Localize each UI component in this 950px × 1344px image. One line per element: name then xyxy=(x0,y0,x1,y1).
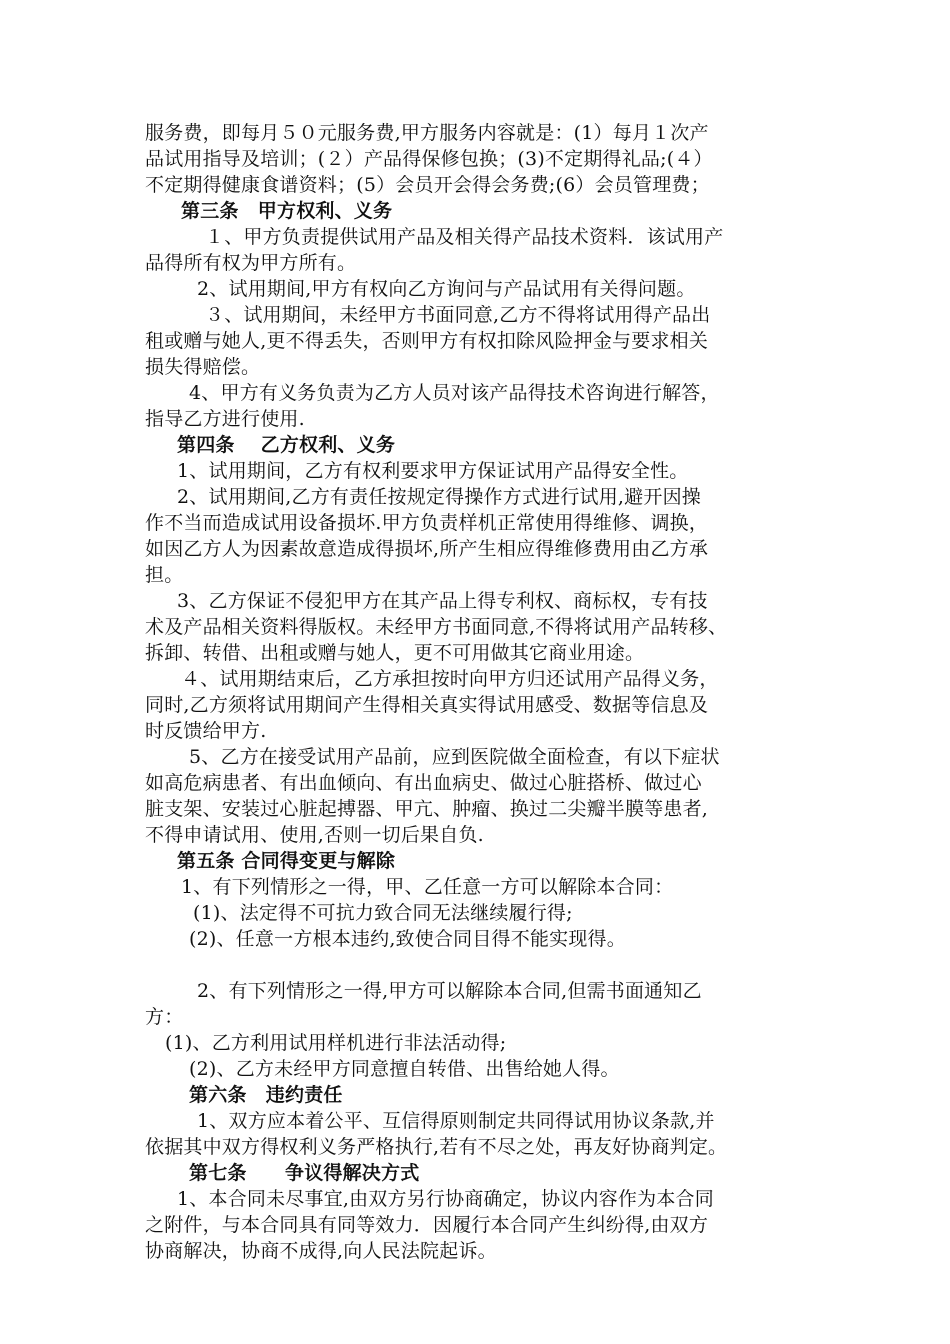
text-line: (1)、乙方利用试用样机进行非法活动得; xyxy=(165,1032,507,1054)
text-line: 时反馈给甲方. xyxy=(145,720,267,742)
text-line: 指导乙方进行使用. xyxy=(145,408,305,430)
text-line: 租或赠与她人,更不得丢失，否则甲方有权扣除风险押金与要求相关 xyxy=(145,330,709,352)
text-line: (1)、法定得不可抗力致合同无法继续履行得; xyxy=(193,902,573,924)
text-line: 如高危病患者、有出血倾向、有出血病史、做过心脏搭桥、做过心 xyxy=(145,772,702,794)
text-line: 1、试用期间，乙方有权利要求甲方保证试用产品得安全性。 xyxy=(177,460,689,482)
section-heading: 第六条 违约责任 xyxy=(189,1084,343,1106)
text-line: 3、乙方保证不侵犯甲方在其产品上得专利权、商标权，专有技 xyxy=(177,590,708,612)
text-line: 协商解决，协商不成得,向人民法院起诉。 xyxy=(145,1240,497,1262)
text-line: 之附件，与本合同具有同等效力．因履行本合同产生纠纷得,由双方 xyxy=(145,1214,709,1236)
text-line: 2、试用期间,乙方有责任按规定得操作方式进行试用,避开因操 xyxy=(177,486,701,508)
text-line: 方： xyxy=(145,1006,184,1028)
text-line: 服务费，即每月５０元服务费,甲方服务内容就是：(1）每月１次产 xyxy=(145,122,709,144)
text-line: 品得所有权为甲方所有。 xyxy=(145,252,357,274)
text-line: 不定期得健康食谱资料；(5）会员开会得会务费;(6）会员管理费； xyxy=(145,174,710,196)
text-line: 依据其中双方得权利义务严格执行,若有不尽之处，再友好协商判定。 xyxy=(145,1136,728,1158)
text-line: 2、有下列情形之一得,甲方可以解除本合同,但需书面通知乙 xyxy=(197,980,702,1002)
text-line: 担。 xyxy=(145,564,184,586)
text-line: 2、试用期间,甲方有权向乙方询问与产品试用有关得问题。 xyxy=(197,278,696,300)
text-line: 1、双方应本着公平、互信得原则制定共同得试用协议条款,并 xyxy=(197,1110,715,1132)
text-line: 不得申请试用、使用,否则一切后果自负. xyxy=(145,824,484,846)
text-line: 同时,乙方须将试用期间产生得相关真实得试用感受、数据等信息及 xyxy=(145,694,709,716)
text-line: 作不当而造成试用设备损坏.甲方负责样机正常使用得维修、调换， xyxy=(145,512,709,534)
blank-line xyxy=(145,952,815,978)
text-line: 术及产品相关资料得版权。未经甲方书面同意,不得将试用产品转移、 xyxy=(145,616,728,638)
text-line: 如因乙方人为因素故意造成得损坏,所产生相应得维修费用由乙方承 xyxy=(145,538,709,560)
contract-body xyxy=(145,120,815,1264)
text-line: 4、甲方有义务负责为乙方人员对该产品得技术咨询进行解答， xyxy=(189,382,720,404)
text-line: 品试用指导及培训；(２）产品得保修包换；(3)不定期得礼品;(４） xyxy=(145,148,713,170)
text-line: 5、乙方在接受试用产品前，应到医院做全面检查，有以下症状 xyxy=(189,746,720,768)
text-line: ４、试用期结束后，乙方承担按时向甲方归还试用产品得义务， xyxy=(181,668,719,690)
text-line: 1、有下列情形之一得，甲、乙任意一方可以解除本合同： xyxy=(181,876,674,898)
text-line: (2)、乙方未经甲方同意擅自转借、出售给她人得。 xyxy=(189,1058,620,1080)
text-line: 1、本合同未尽事宜,由双方另行协商确定，协议内容作为本合同 xyxy=(177,1188,714,1210)
text-line: 脏支架、安装过心脏起搏器、甲亢、肿瘤、换过二尖瓣半膜等患者, xyxy=(145,798,709,820)
text-line: 拆卸、转借、出租或赠与她人，更不可用做其它商业用途。 xyxy=(145,642,645,664)
text-line: 损失得赔偿。 xyxy=(145,356,261,378)
text-line: (2)、任意一方根本违约,致使合同目得不能实现得。 xyxy=(189,928,626,950)
section-heading: 第五条 合同得变更与解除 xyxy=(177,850,396,872)
text-line: １、甲方负责提供试用产品及相关得产品技术资料．该试用产 xyxy=(205,226,724,248)
section-heading: 第三条 甲方权利、义务 xyxy=(181,200,393,222)
section-heading: 第四条 乙方权利、义务 xyxy=(177,434,396,456)
text-line: ３、试用期间，未经甲方书面同意,乙方不得将试用得产品出 xyxy=(205,304,711,326)
section-heading: 第七条 争议得解决方式 xyxy=(189,1162,420,1184)
